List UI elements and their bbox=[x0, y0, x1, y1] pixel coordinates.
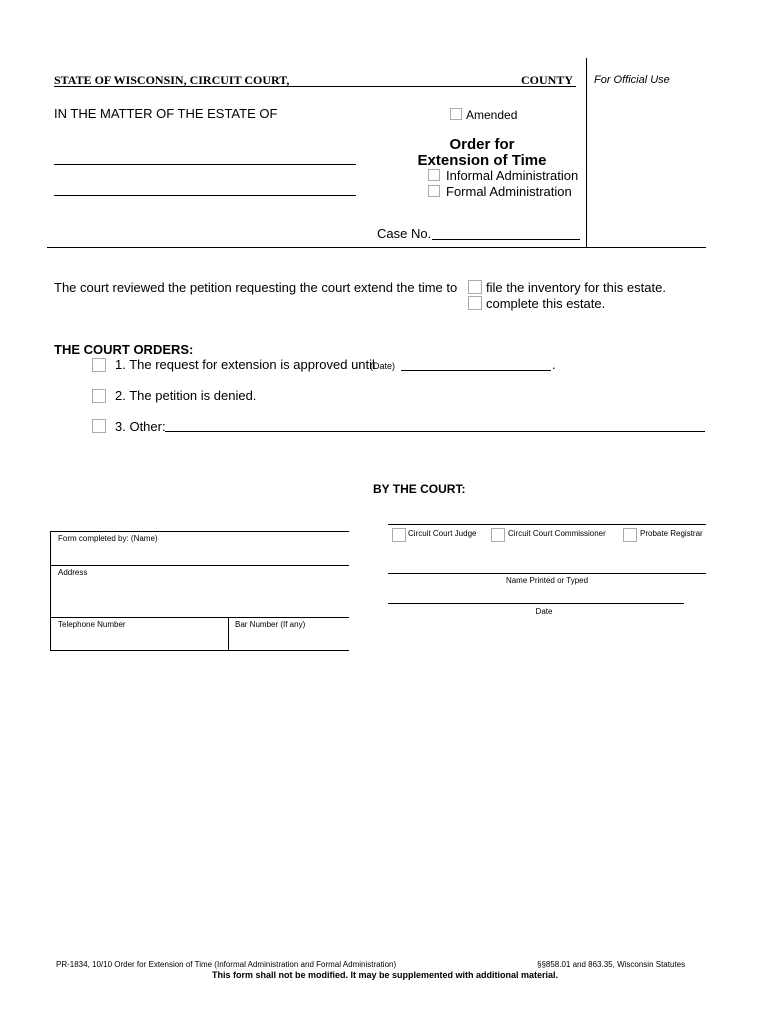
amended-label: Amended bbox=[466, 108, 518, 122]
order-1-checkbox[interactable] bbox=[92, 358, 106, 372]
registrar-checkbox[interactable] bbox=[623, 528, 637, 542]
commissioner-label: Circuit Court Commissioner bbox=[508, 529, 606, 538]
informal-checkbox[interactable] bbox=[428, 169, 440, 181]
bar-number-label[interactable]: Bar Number (If any) bbox=[235, 620, 306, 629]
date-label: Date bbox=[535, 607, 553, 616]
estate-of-label: IN THE MATTER OF THE ESTATE OF bbox=[54, 106, 278, 121]
address-label[interactable]: Address bbox=[58, 568, 88, 577]
order-3-other-line[interactable] bbox=[165, 431, 705, 432]
case-no-line[interactable] bbox=[432, 239, 580, 240]
official-use-divider bbox=[586, 58, 587, 248]
case-no-label: Case No. bbox=[377, 226, 432, 241]
name-printed-line[interactable] bbox=[388, 573, 706, 574]
estate-name-line-1[interactable] bbox=[54, 164, 356, 165]
order-1-date-label: (Date) bbox=[370, 361, 396, 371]
county-label: COUNTY bbox=[521, 73, 574, 87]
by-the-court-label: BY THE COURT: bbox=[373, 482, 466, 496]
judge-checkbox[interactable] bbox=[392, 528, 406, 542]
order-1-period: . bbox=[552, 357, 556, 372]
completed-box-divider-1 bbox=[50, 565, 349, 566]
date-line[interactable] bbox=[388, 603, 684, 604]
completed-box-top bbox=[50, 531, 349, 532]
court-orders-heading: THE COURT ORDERS: bbox=[54, 342, 194, 357]
header-divider bbox=[47, 247, 706, 248]
complete-estate-label: complete this estate. bbox=[486, 296, 606, 311]
telephone-label[interactable]: Telephone Number bbox=[58, 620, 126, 629]
name-printed-label: Name Printed or Typed bbox=[505, 576, 589, 585]
form-completed-label[interactable]: Form completed by: (Name) bbox=[58, 534, 158, 543]
county-line bbox=[54, 86, 576, 87]
amended-checkbox[interactable] bbox=[450, 108, 462, 120]
official-use-label: For Official Use bbox=[594, 74, 670, 86]
complete-estate-checkbox[interactable] bbox=[468, 296, 482, 310]
form-id: PR-1834, 10/10 Order for Extension of Time (Informal Administration and Formal Administration) bbox=[56, 960, 397, 969]
commissioner-checkbox[interactable] bbox=[491, 528, 505, 542]
order-1-text: 1. The request for extension is approved until bbox=[115, 357, 375, 372]
order-2-text: 2. The petition is denied. bbox=[115, 388, 257, 403]
registrar-label: Probate Registrar bbox=[640, 529, 703, 538]
completed-box-vdivider bbox=[228, 617, 229, 650]
inventory-checkbox[interactable] bbox=[468, 280, 482, 294]
title-line-2: Extension of Time bbox=[417, 152, 547, 169]
footer-notice: This form shall not be modified. It may be supplemented with additional material. bbox=[211, 970, 559, 980]
completed-by-box bbox=[50, 531, 349, 651]
statutes: §§858.01 and 863.35, Wisconsin Statutes bbox=[537, 960, 686, 969]
order-1-date-line[interactable] bbox=[401, 370, 551, 371]
order-3-text: 3. Other: bbox=[115, 419, 166, 434]
petition-text: The court reviewed the petition requesting the court extend the time to bbox=[54, 280, 458, 295]
state-court-label: STATE OF WISCONSIN, CIRCUIT COURT, bbox=[54, 73, 290, 87]
informal-label: Informal Administration bbox=[446, 168, 579, 183]
completed-box-divider-2 bbox=[50, 617, 349, 618]
signature-line[interactable] bbox=[388, 524, 706, 525]
judge-label: Circuit Court Judge bbox=[408, 529, 477, 538]
formal-label: Formal Administration bbox=[446, 184, 572, 199]
estate-name-line-2[interactable] bbox=[54, 195, 356, 196]
order-3-checkbox[interactable] bbox=[92, 419, 106, 433]
completed-box-bottom bbox=[50, 650, 349, 651]
inventory-label: file the inventory for this estate. bbox=[486, 280, 666, 295]
title-line-1: Order for bbox=[449, 136, 515, 153]
order-2-checkbox[interactable] bbox=[92, 389, 106, 403]
formal-checkbox[interactable] bbox=[428, 185, 440, 197]
